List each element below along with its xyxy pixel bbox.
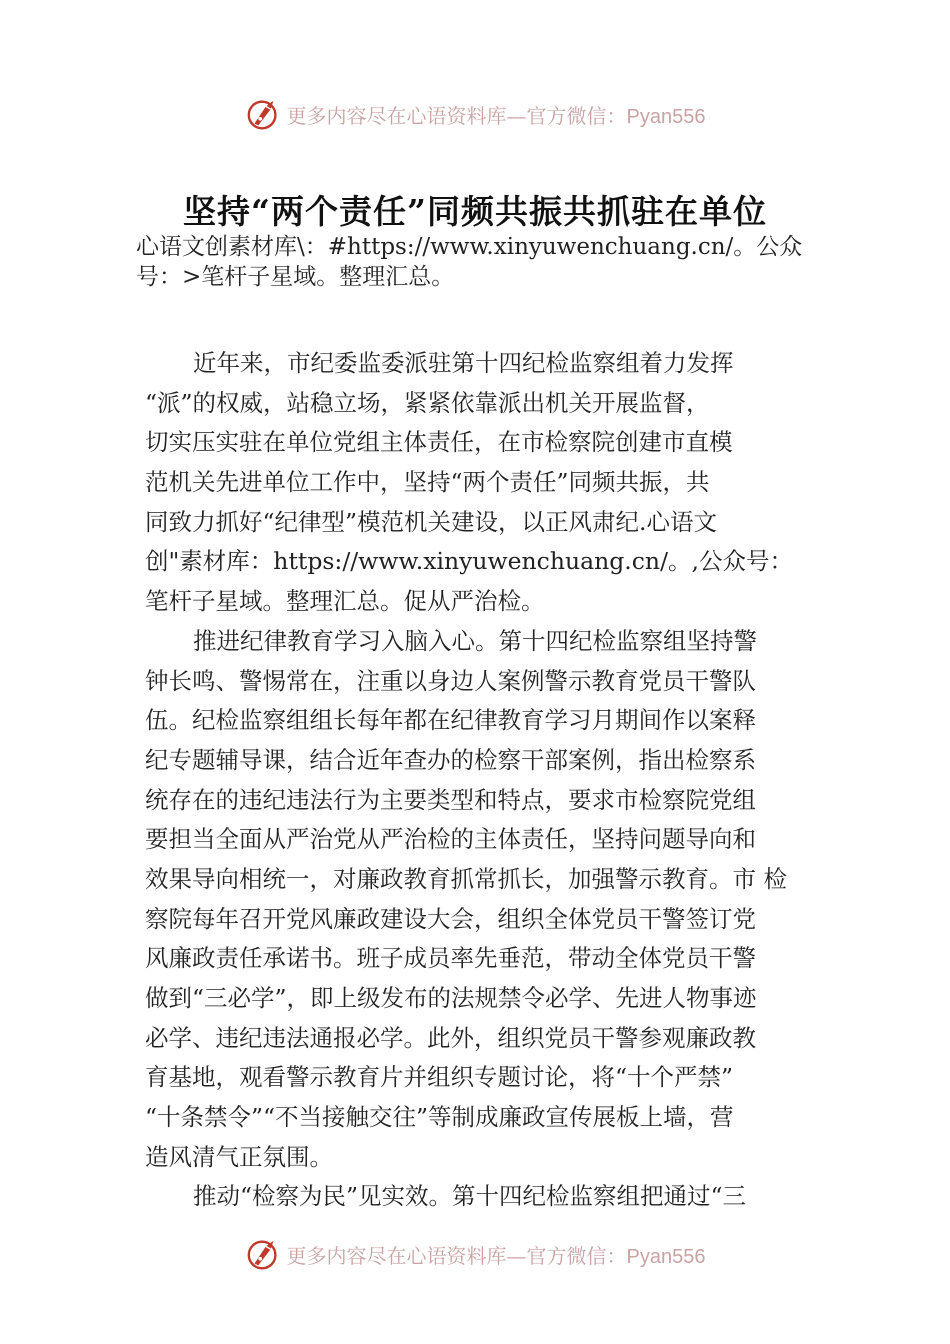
banner-text: 更多内容尽在心语资料库—官方微信：Pyan556	[286, 103, 706, 128]
body-line: “十条禁令”“不当接触交往”等制成廉政宣传展板上墙，营	[145, 1103, 734, 1132]
body-line: 笔杆子星域。整理汇总。促从严治检。	[145, 587, 545, 616]
body-line: 切实压实驻在单位党组主体责任，在市检察院创建市直模	[145, 428, 733, 457]
body-line: 钟长鸣、警惕常在，注重以身边人案例警示教育党员干警队	[145, 666, 756, 695]
header-banner	[0, 92, 950, 136]
document-body	[145, 344, 835, 1217]
body-line: 察院每年召开党风廉政建设大会，组织全体党员干警签订党	[145, 904, 756, 933]
pen-nib-logo-icon	[245, 95, 283, 133]
body-line: 纪专题辅导课，结合近年查办的检察干部案例，指出检察系	[145, 745, 756, 774]
body-line: 伍。纪检监察组组长每年都在纪律教育学习月期间作以案释	[145, 706, 756, 735]
source-line: 号：>笔杆子星域。整理汇总。	[136, 264, 455, 290]
body-line: 做到“三必学”，即上级发布的法规禁令必学、先进人物事迹	[145, 984, 757, 1012]
source-note	[136, 232, 836, 292]
document-title: 坚持“两个责任”同频共振共抓驻在单位	[183, 192, 767, 231]
body-line: 推进纪律教育学习入脑入心。第十四纪检监察组坚持警	[193, 626, 757, 655]
body-line: 效果导向相统一，对廉政教育抓常抓长，加强警示教育。市 检	[145, 864, 787, 893]
footer-banner	[0, 1232, 950, 1276]
pen-nib-logo-icon	[245, 1235, 283, 1273]
body-line: 育基地，观看警示教育片并组织专题讨论，将“十个严禁”	[145, 1063, 734, 1092]
body-line: 风廉政责任承诺书。班子成员率先垂范，带动全体党员干警	[145, 944, 756, 973]
body-line: 必学、违纪违法通报必学。此外，组织党员干警参观廉政教	[145, 1023, 756, 1052]
body-line: 范机关先进单位工作中，坚持“两个责任”同频共振，共	[145, 468, 710, 497]
banner-wechat-id: Pyan556	[626, 1245, 706, 1268]
source-line: 心语文创素材库\：#https://www.xinyuwenchuang.cn/。公众	[136, 234, 803, 260]
body-line: “派”的权威，站稳立场，紧紧依靠派出机关开展监督，	[145, 388, 710, 417]
banner-wechat-id: Pyan556	[626, 105, 706, 128]
banner-text: 更多内容尽在心语资料库—官方微信：Pyan556	[286, 1243, 706, 1268]
body-line: 推动“检察为民”见实效。第十四纪检监察组把通过“三	[193, 1182, 747, 1211]
body-line: 要担当全面从严治党从严治检的主体责任，坚持问题导向和	[145, 825, 756, 854]
body-line: 同致力抓好“纪律型”模范机关建设，以正风肃纪.心语文	[145, 507, 717, 536]
body-line: 创"素材库：https://www.xinyuwenchuang.cn/。,公众号：	[145, 547, 793, 576]
body-line: 近年来，市纪委监委派驻第十四纪检监察组着力发挥	[193, 349, 734, 377]
body-line: 统存在的违纪违法行为主要类型和特点，要求市检察院党组	[145, 785, 756, 814]
body-line: 造风清气正氛围。	[145, 1142, 333, 1171]
